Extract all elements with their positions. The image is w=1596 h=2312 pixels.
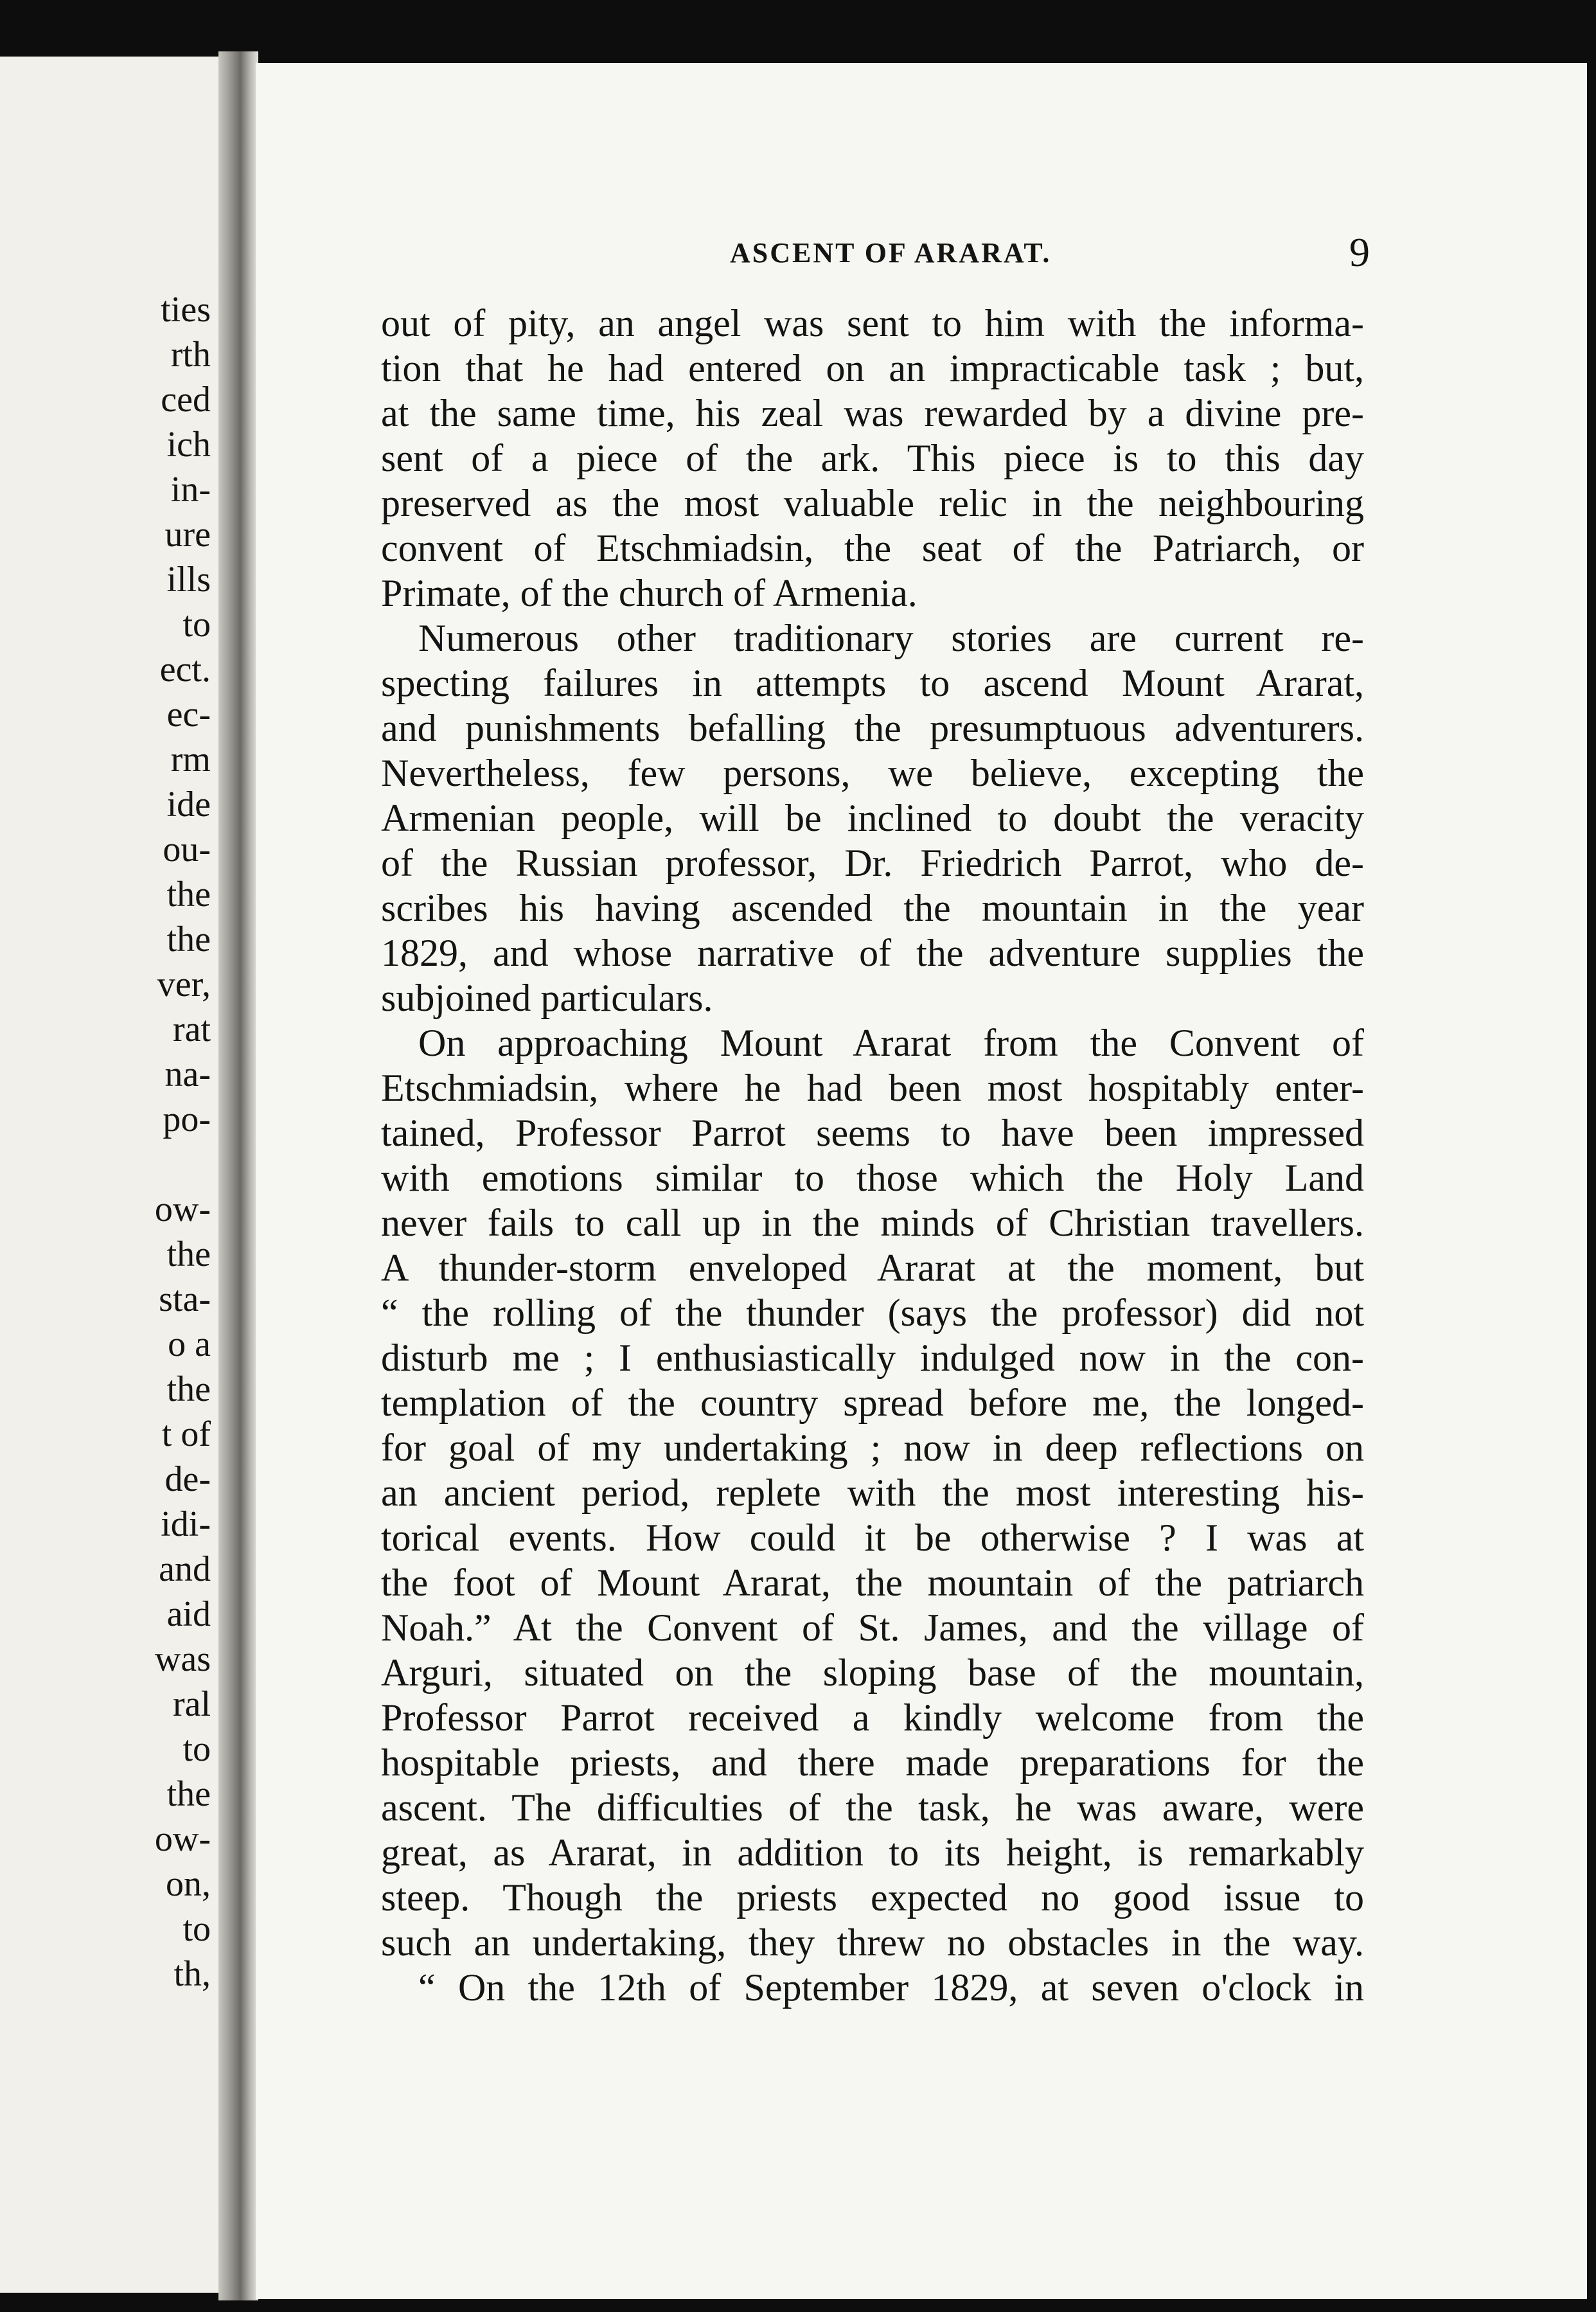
left-page-fragment: ide	[166, 785, 211, 824]
left-page-fragment: ties	[161, 290, 211, 330]
left-page-fragment: and	[159, 1549, 211, 1589]
text-line: at the same time, his zeal was rewarded by a divine pre-	[381, 392, 1364, 434]
left-page-fragment: on,	[166, 1864, 211, 1904]
text-line: Professor Parrot received a kindly welcome from the	[381, 1696, 1364, 1739]
left-page-fragment: sta-	[159, 1279, 211, 1319]
text-line: On approaching Mount Ararat from the Convent of	[418, 1022, 1364, 1064]
previous-page-edge	[0, 57, 225, 2293]
left-page-fragment: idi-	[161, 1504, 211, 1544]
text-line: hospitable priests, and there made preparations for the	[381, 1741, 1364, 1784]
text-line: “ On the 12th of September 1829, at seven o'clock in	[418, 1966, 1364, 2009]
left-page-fragment: to	[182, 605, 211, 645]
text-line: great, as Ararat, in addition to its height, is remarkably	[381, 1831, 1364, 1874]
text-line: for goal of my undertaking ; now in deep reflections on	[381, 1427, 1364, 1469]
left-page-fragment: ills	[166, 560, 211, 600]
text-line: scribes his having ascended the mountain in the year	[381, 887, 1364, 929]
page-number: 9	[1349, 229, 1370, 275]
left-page-fragment: de-	[164, 1459, 211, 1499]
text-line: out of pity, an angel was sent to him with the informa-	[381, 302, 1364, 344]
left-page-fragment: th,	[173, 1954, 211, 1994]
left-page-fragment: ec-	[166, 695, 211, 734]
left-page-fragment: ver,	[157, 965, 211, 1004]
text-line: and punishments befalling the presumptuous adventurers.	[381, 707, 1364, 749]
left-page-fragment: in-	[170, 470, 211, 510]
text-line: Noah.” At the Convent of St. James, and the village of	[381, 1606, 1364, 1649]
left-page-fragment: the	[166, 920, 211, 959]
left-page-fragment: ou-	[163, 830, 211, 869]
left-page-fragment: ral	[172, 1684, 211, 1724]
text-line: the foot of Mount Ararat, the mountain of the patriarch	[381, 1561, 1364, 1604]
left-page-fragment: the	[166, 875, 211, 914]
body-text	[381, 301, 1364, 2010]
text-line: Etschmiadsin, where he had been most hospitably enter-	[381, 1067, 1364, 1109]
text-line: subjoined particulars.	[381, 977, 713, 1019]
book-page	[256, 63, 1587, 2299]
text-line: “ the rolling of the thunder (says the professor) did not	[381, 1292, 1364, 1334]
text-line: Arguri, situated on the sloping base of the mountain,	[381, 1651, 1364, 1694]
left-page-fragment: t of	[161, 1414, 211, 1454]
text-line: an ancient period, replete with the most interesting his-	[381, 1472, 1364, 1514]
text-line: torical events. How could it be otherwise ? I was at	[381, 1516, 1364, 1559]
left-page-fragment: to	[182, 1909, 211, 1949]
text-line: Numerous other traditionary stories are current re-	[418, 617, 1364, 659]
text-line: 1829, and whose narrative of the adventure supplies the	[381, 932, 1364, 974]
text-line: with emotions similar to those which the Holy Land	[381, 1157, 1364, 1199]
left-page-fragment: the	[166, 1234, 211, 1274]
text-line: sent of a piece of the ark. This piece is to this day	[381, 437, 1364, 479]
left-page-fragment: o a	[168, 1324, 211, 1364]
text-line: never fails to call up in the minds of Christian travellers.	[381, 1202, 1364, 1244]
text-line: such an undertaking, they threw no obstacles in the way.	[381, 1921, 1364, 1964]
left-page-fragment: the	[166, 1774, 211, 1814]
book-gutter	[218, 51, 258, 2300]
left-page-fragment: ure	[164, 515, 211, 555]
text-line: specting failures in attempts to ascend Mount Ararat,	[381, 662, 1364, 704]
text-line: steep. Though the priests expected no good issue to	[381, 1876, 1364, 1919]
text-line: preserved as the most valuable relic in the neighbouring	[381, 482, 1364, 524]
left-page-fragment: was	[154, 1639, 211, 1679]
left-page-fragment: ow-	[154, 1189, 211, 1229]
text-line: ascent. The difficulties of the task, he was aware, were	[381, 1786, 1364, 1829]
left-page-fragment: rat	[172, 1009, 211, 1049]
left-page-fragment: ect.	[159, 650, 211, 689]
text-line: convent of Etschmiadsin, the seat of the Patriarch, or	[381, 527, 1364, 569]
text-line: Primate, of the church of Armenia.	[381, 572, 918, 614]
left-page-fragment: ced	[161, 380, 211, 420]
left-page-fragment: ow-	[154, 1819, 211, 1859]
running-title: ASCENT OF ARARAT.	[730, 237, 1052, 269]
left-page-fragment: rth	[170, 335, 211, 375]
left-page-fragment: the	[166, 1369, 211, 1409]
text-line: of the Russian professor, Dr. Friedrich Parrot, who de-	[381, 842, 1364, 884]
text-line: A thunder-storm enveloped Ararat at the moment, but	[381, 1247, 1364, 1289]
left-page-fragment: ich	[166, 425, 211, 465]
text-line: tion that he had entered on an impracticable task ; but,	[381, 347, 1364, 389]
text-line: templation of the country spread before me, the longed-	[381, 1382, 1364, 1424]
text-line: Armenian people, will be inclined to doubt the veracity	[381, 797, 1364, 839]
left-page-fragment: rm	[170, 740, 211, 779]
left-page-fragment: to	[182, 1729, 211, 1769]
text-line: Nevertheless, few persons, we believe, excepting the	[381, 752, 1364, 794]
left-page-fragment: po-	[163, 1099, 211, 1139]
text-line: disturb me ; I enthusiastically indulged now in the con-	[381, 1337, 1364, 1379]
text-line: tained, Professor Parrot seems to have been impressed	[381, 1112, 1364, 1154]
left-page-fragment: aid	[166, 1594, 211, 1634]
left-page-fragment: na-	[164, 1054, 211, 1094]
